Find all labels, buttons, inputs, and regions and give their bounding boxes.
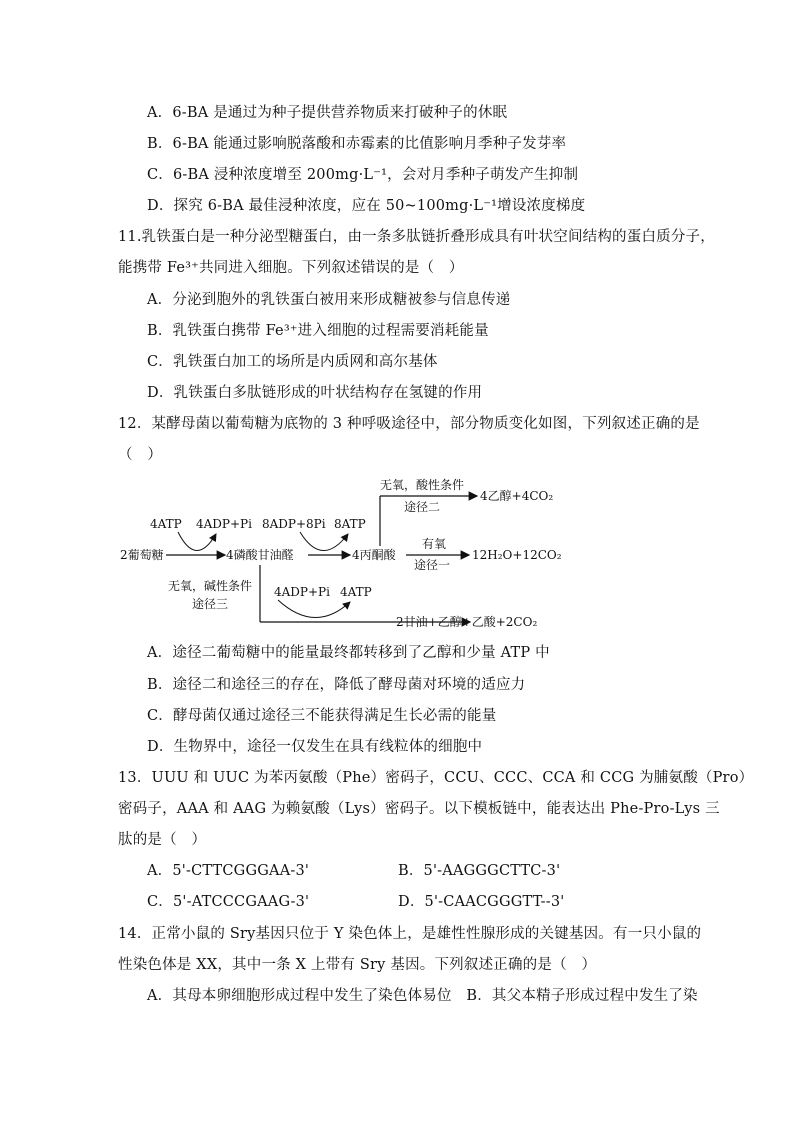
label-path3-name: 途径三	[192, 597, 229, 611]
label-path1-condition: 有氧	[422, 537, 447, 551]
q10-option-d: D．探究 6-BA 最佳浸种浓度，应在 50~100mg·L⁻¹增设浓度梯度	[147, 198, 586, 214]
q12-option-a: A．途径二葡萄糖中的能量最终都转移到了乙醇和少量 ATP 中	[147, 645, 550, 661]
coupling-arc-step2	[300, 532, 348, 551]
label-path1-product: 12H₂O+12CO₂	[472, 548, 562, 562]
respiration-pathway-diagram	[112, 472, 592, 637]
label-path2-product: 4乙醇+4CO₂	[480, 489, 554, 503]
label-path3-product: 2甘油+乙醇+乙酸+2CO₂	[396, 615, 538, 629]
q14-stem-line2: 性染色体是 XX，其中一条 X 上带有 Sry 基因。下列叙述正确的是（ ）	[118, 957, 597, 973]
q13-option-d: D．5'-CAACGGGTT--3'	[398, 894, 565, 910]
q13-stem-line3: 肽的是（ ）	[118, 832, 207, 848]
label-path3-condition: 无氧，碱性条件	[168, 579, 253, 593]
q11-stem-line1: 11.乳铁蛋白是一种分泌型糖蛋白，由一条多肽链折叠形成具有叶状空间结构的蛋白质分子，	[118, 229, 715, 245]
q12-option-d: D．生物界中，途径一仅发生在具有线粒体的细胞中	[147, 739, 483, 755]
q11-option-b: B．乳铁蛋白携带 Fe³⁺进入细胞的过程需要消耗能量	[147, 323, 489, 339]
label-path2-condition: 无氧，酸性条件	[380, 478, 465, 492]
label-step1-consume: 4ATP	[150, 517, 182, 531]
q14-stem-line1: 14．正常小鼠的 Sry基因只位于 Y 染色体上，是雄性性腺形成的关键基因。有一只小鼠的	[118, 926, 702, 942]
label-step2-consume: 8ADP+8Pi	[262, 517, 326, 531]
q13-stem-line2: 密码子，AAA 和 AAG 为赖氨酸（Lys）密码子。以下模板链中，能表达出 Phe-Pro-Lys 三	[118, 801, 720, 817]
q13-option-b: B．5'-AAGGGCTTC-3'	[398, 863, 561, 879]
q13-option-a: A．5'-CTTCGGGAA-3'	[147, 863, 310, 879]
coupling-arc-path3	[278, 600, 350, 618]
label-step1-produce: 4ADP+Pi	[196, 517, 252, 531]
label-g3p: 4磷酸甘油醛	[226, 548, 294, 562]
q12-stem-line2: （ ）	[118, 447, 163, 463]
q12-option-c: C．酵母菌仅通过途径三不能获得满足生长必需的能量	[147, 708, 497, 724]
label-path3-consume: 4ADP+Pi	[274, 585, 330, 599]
q13-stem-line1: 13．UUU 和 UUC 为苯丙氨酸（Phe）密码子，CCU、CCC、CCA 和 CCG 为脯氨酸（Pro）	[118, 770, 754, 786]
q12-stem-line1: 12．某酵母菌以葡萄糖为底物的 3 种呼吸途径中，部分物质变化如图，下列叙述正确的是	[118, 416, 700, 432]
q10-option-c: C．6-BA 浸种浓度增至 200mg·L⁻¹，会对月季种子萌发产生抑制	[147, 167, 579, 183]
q11-stem-line2: 能携带 Fe³⁺共同进入细胞。下列叙述错误的是（ ）	[118, 260, 464, 276]
q13-option-c: C．5'-ATCCCGAAG-3'	[147, 894, 310, 910]
q11-option-c: C．乳铁蛋白加工的场所是内质网和高尔基体	[147, 354, 438, 370]
q10-option-a: A．6-BA 是通过为种子提供营养物质来打破种子的休眠	[147, 105, 508, 121]
label-path2-name: 途径二	[404, 500, 441, 514]
label-path1-name: 途径一	[414, 558, 451, 572]
q14-option-a-b: A．其母本卵细胞形成过程中发生了染色体易位 B．其父本精子形成过程中发生了染	[147, 988, 698, 1004]
label-glucose: 2葡萄糖	[120, 548, 164, 562]
coupling-arc-step1	[178, 532, 216, 551]
label-path3-produce: 4ATP	[340, 585, 372, 599]
q11-option-a: A．分泌到胞外的乳铁蛋白被用来形成糖被参与信息传递	[147, 292, 511, 308]
q11-option-d: D．乳铁蛋白多肽链形成的叶状结构存在氢键的作用	[147, 385, 483, 401]
label-pyruvate: 4丙酮酸	[352, 548, 396, 562]
q12-option-b: B．途径二和途径三的存在，降低了酵母菌对环境的适应力	[147, 677, 526, 693]
label-step2-produce: 8ATP	[334, 517, 366, 531]
q10-option-b: B．6-BA 能通过影响脱落酸和赤霉素的比值影响月季种子发芽率	[147, 136, 567, 152]
